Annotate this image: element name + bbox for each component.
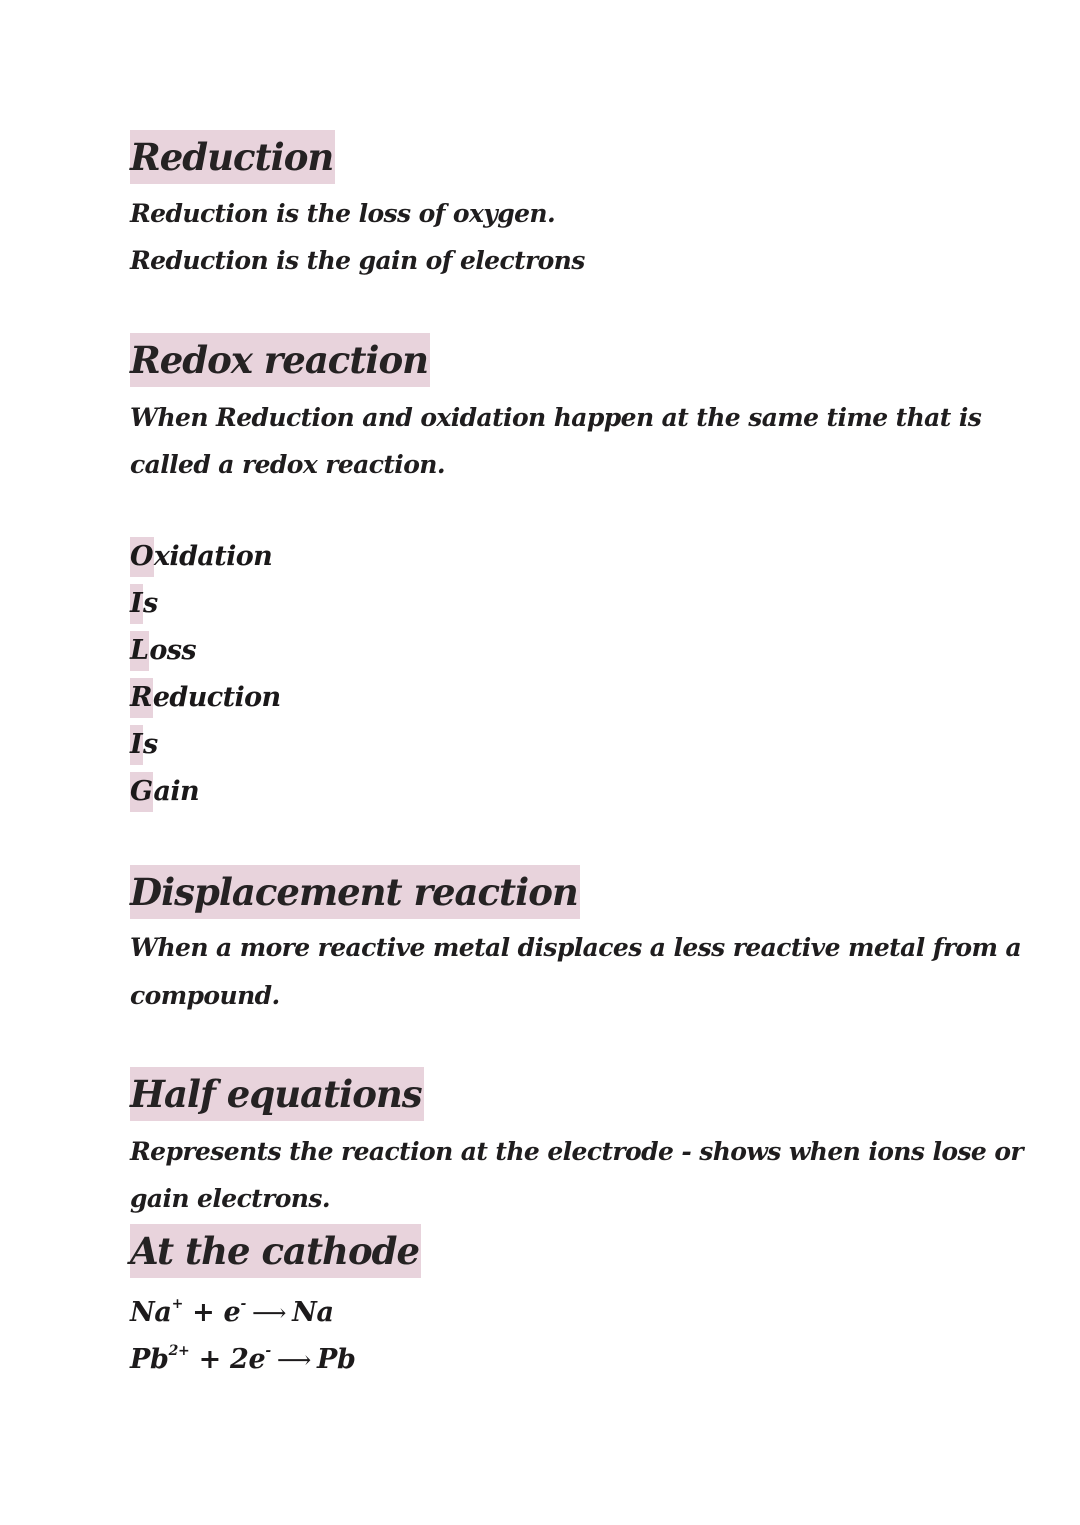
reduction-line-2: Reduction is the gain of electrons bbox=[130, 246, 585, 275]
arrow-right-icon: ⟶ bbox=[251, 1299, 287, 1327]
mnemonic-initial: L bbox=[130, 631, 149, 671]
mnemonic-initial: I bbox=[130, 584, 143, 624]
charge: 2+ bbox=[168, 1343, 190, 1359]
mnemonic-rest: ain bbox=[153, 776, 200, 807]
mnemonic-rest: s bbox=[143, 588, 158, 619]
mnemonic-initial: O bbox=[130, 537, 154, 577]
heading-reduction: Reduction bbox=[130, 130, 335, 184]
heading-at-the-cathode: At the cathode bbox=[130, 1224, 421, 1278]
mnemonic-oilrig bbox=[130, 537, 281, 819]
half-equations-line-2: gain electrons. bbox=[130, 1184, 330, 1213]
mnemonic-item bbox=[130, 631, 281, 678]
reactant: Na bbox=[130, 1297, 172, 1328]
half-equations-line-1: Represents the reaction at the electrode - shows when ions lose or bbox=[130, 1137, 1023, 1166]
arrow-right-icon: ⟶ bbox=[276, 1346, 311, 1374]
plus-sign: + bbox=[189, 1344, 230, 1375]
mnemonic-rest: s bbox=[143, 729, 158, 760]
mnemonic-initial: R bbox=[130, 678, 153, 718]
plus-sign: + bbox=[183, 1297, 224, 1328]
reactant: Pb bbox=[130, 1344, 169, 1375]
redox-line-1: When Reduction and oxidation happen at the same time that is bbox=[130, 403, 982, 432]
heading-half-equations: Half equations bbox=[130, 1067, 424, 1121]
charge: + bbox=[171, 1296, 184, 1312]
mnemonic-item bbox=[130, 584, 281, 631]
product: Pb bbox=[317, 1344, 356, 1375]
mnemonic-initial: I bbox=[130, 725, 143, 765]
heading-displacement-reaction: Displacement reaction bbox=[130, 865, 580, 919]
redox-line-2: called a redox reaction. bbox=[130, 450, 445, 479]
mnemonic-item bbox=[130, 678, 281, 725]
mnemonic-item bbox=[130, 772, 281, 819]
reactant: 2e bbox=[230, 1344, 266, 1375]
mnemonic-rest: oss bbox=[149, 635, 197, 666]
charge: - bbox=[265, 1343, 271, 1359]
displacement-line-1: When a more reactive metal displaces a less reactive metal from a bbox=[130, 933, 1022, 962]
equation-lead bbox=[130, 1336, 356, 1378]
heading-redox-reaction: Redox reaction bbox=[130, 333, 430, 387]
mnemonic-rest: eduction bbox=[152, 682, 281, 713]
mnemonic-item bbox=[130, 537, 281, 584]
reactant: e bbox=[223, 1297, 241, 1328]
displacement-line-2: compound. bbox=[130, 981, 280, 1010]
product: Na bbox=[292, 1297, 334, 1328]
equation-sodium bbox=[130, 1289, 334, 1331]
charge: - bbox=[240, 1296, 246, 1312]
mnemonic-rest: xidation bbox=[153, 541, 273, 572]
mnemonic-item bbox=[130, 725, 281, 772]
reduction-line-1: Reduction is the loss of oxygen. bbox=[130, 199, 556, 228]
mnemonic-initial: G bbox=[130, 772, 153, 812]
